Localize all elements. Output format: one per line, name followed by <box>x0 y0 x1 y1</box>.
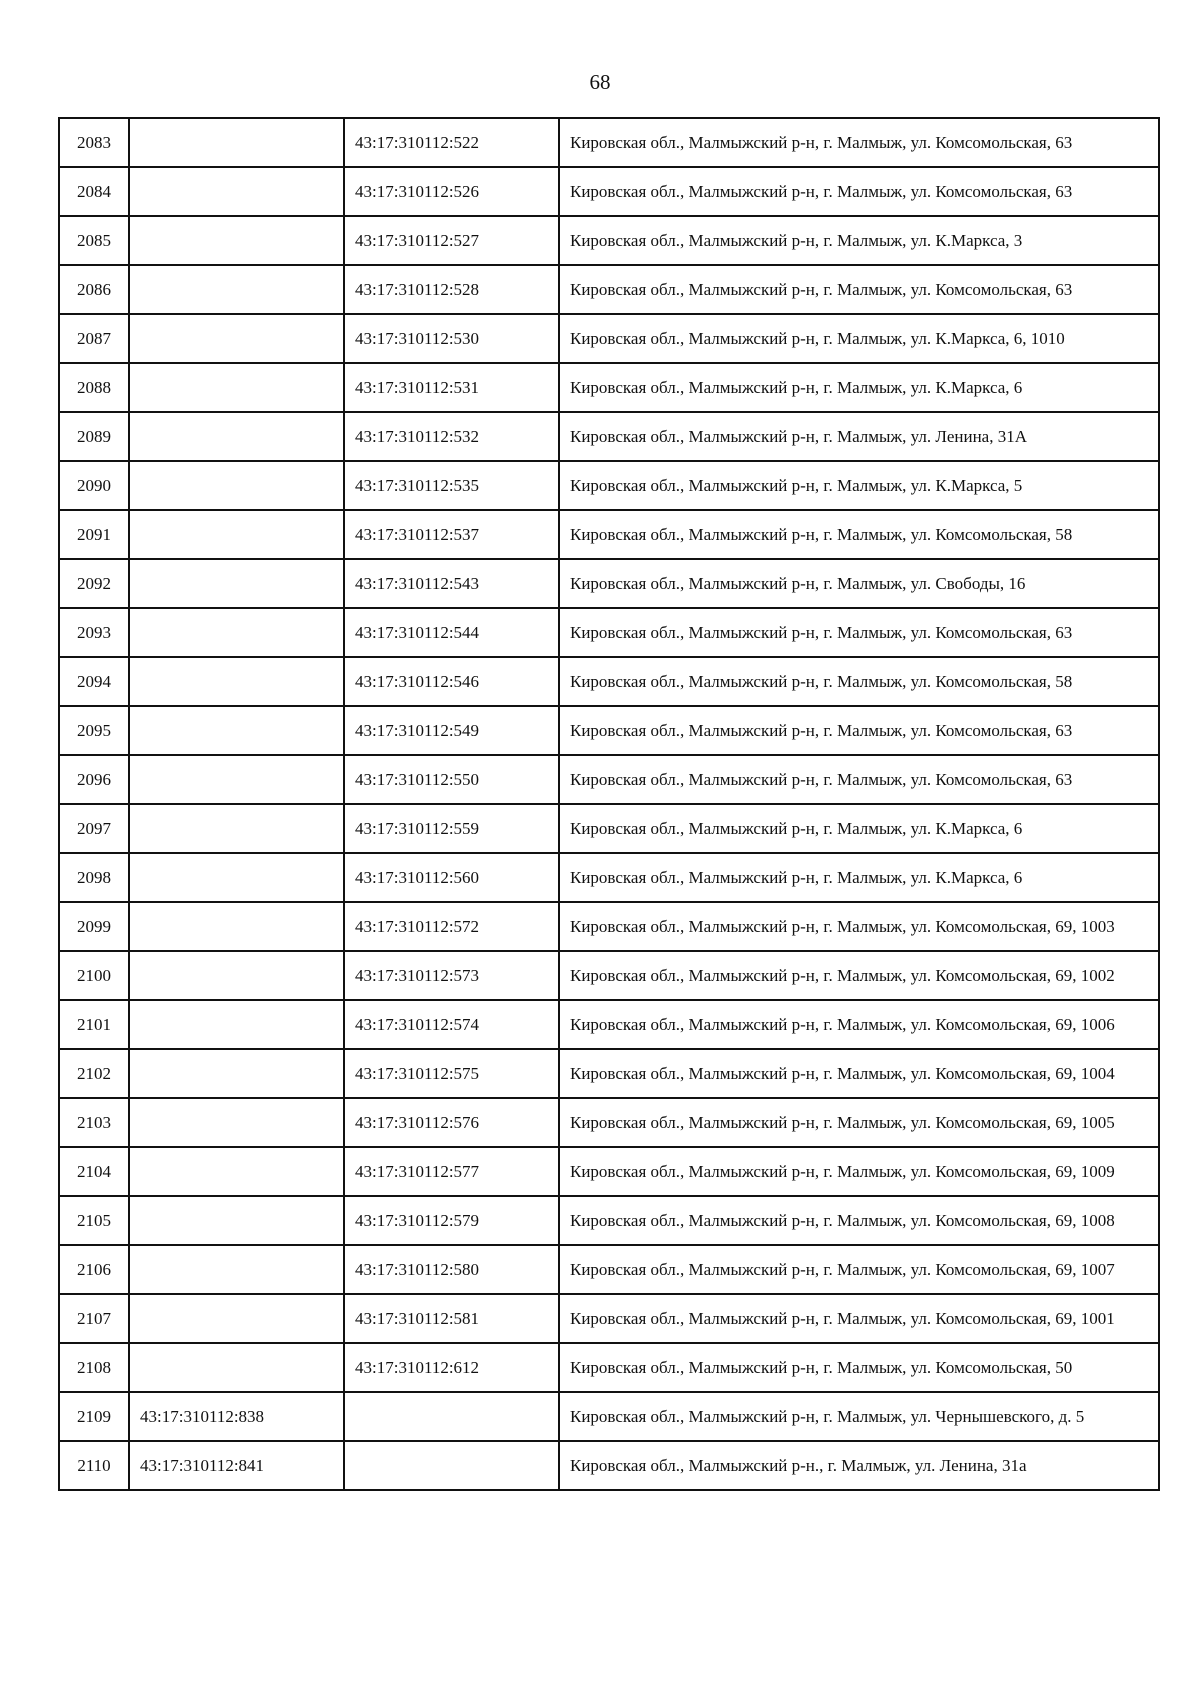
cadastral-number-cell <box>129 657 344 706</box>
table-row <box>59 902 1159 951</box>
row-number-cell: 2087 <box>59 314 129 363</box>
table-row <box>59 1196 1159 1245</box>
address-cell: Кировская обл., Малмыжский р-н, г. Малмыж, ул. Комсомольская, 69, 1001 <box>559 1294 1159 1343</box>
table-row <box>59 853 1159 902</box>
object-cadastral-number-cell: 43:17:310112:532 <box>344 412 559 461</box>
object-cadastral-number-cell: 43:17:310112:546 <box>344 657 559 706</box>
object-cadastral-number-cell: 43:17:310112:576 <box>344 1098 559 1147</box>
cadastral-number-cell <box>129 1147 344 1196</box>
row-number-cell: 2099 <box>59 902 129 951</box>
row-number-cell: 2093 <box>59 608 129 657</box>
object-cadastral-number-cell <box>344 1441 559 1490</box>
row-number-cell: 2085 <box>59 216 129 265</box>
cadastral-number-cell <box>129 1196 344 1245</box>
row-number-cell: 2100 <box>59 951 129 1000</box>
cadastral-number-cell: 43:17:310112:838 <box>129 1392 344 1441</box>
address-cell: Кировская обл., Малмыжский р-н, г. Малмыж, ул. Комсомольская, 58 <box>559 657 1159 706</box>
cadastral-number-cell <box>129 804 344 853</box>
table-row <box>59 167 1159 216</box>
object-cadastral-number-cell: 43:17:310112:575 <box>344 1049 559 1098</box>
address-cell: Кировская обл., Малмыжский р-н, г. Малмыж, ул. К.Маркса, 6 <box>559 853 1159 902</box>
row-number-cell: 2088 <box>59 363 129 412</box>
row-number-cell: 2106 <box>59 1245 129 1294</box>
object-cadastral-number-cell: 43:17:310112:549 <box>344 706 559 755</box>
cadastral-number-cell <box>129 951 344 1000</box>
address-cell: Кировская обл., Малмыжский р-н, г. Малмыж, ул. Комсомольская, 63 <box>559 118 1159 167</box>
cadastral-number-cell <box>129 314 344 363</box>
object-cadastral-number-cell: 43:17:310112:535 <box>344 461 559 510</box>
object-cadastral-number-cell: 43:17:310112:544 <box>344 608 559 657</box>
address-cell: Кировская обл., Малмыжский р-н, г. Малмыж, ул. Комсомольская, 69, 1009 <box>559 1147 1159 1196</box>
table-row <box>59 1245 1159 1294</box>
table-row <box>59 1294 1159 1343</box>
table-row <box>59 265 1159 314</box>
address-cell: Кировская обл., Малмыжский р-н, г. Малмыж, ул. Комсомольская, 69, 1004 <box>559 1049 1159 1098</box>
row-number-cell: 2096 <box>59 755 129 804</box>
row-number-cell: 2102 <box>59 1049 129 1098</box>
table-row <box>59 804 1159 853</box>
object-cadastral-number-cell: 43:17:310112:522 <box>344 118 559 167</box>
address-cell: Кировская обл., Малмыжский р-н, г. Малмыж, ул. Комсомольская, 63 <box>559 755 1159 804</box>
cadastral-number-cell <box>129 853 344 902</box>
cadastral-number-cell <box>129 608 344 657</box>
object-cadastral-number-cell: 43:17:310112:612 <box>344 1343 559 1392</box>
cadastral-number-cell <box>129 1049 344 1098</box>
table-row <box>59 1049 1159 1098</box>
address-cell: Кировская обл., Малмыжский р-н, г. Малмыж, ул. К.Маркса, 6 <box>559 363 1159 412</box>
row-number-cell: 2104 <box>59 1147 129 1196</box>
object-cadastral-number-cell: 43:17:310112:577 <box>344 1147 559 1196</box>
row-number-cell: 2107 <box>59 1294 129 1343</box>
row-number-cell: 2109 <box>59 1392 129 1441</box>
address-cell: Кировская обл., Малмыжский р-н, г. Малмыж, ул. Комсомольская, 69, 1007 <box>559 1245 1159 1294</box>
address-cell: Кировская обл., Малмыжский р-н, г. Малмыж, ул. К.Маркса, 6 <box>559 804 1159 853</box>
table-row <box>59 1343 1159 1392</box>
row-number-cell: 2098 <box>59 853 129 902</box>
table-row <box>59 461 1159 510</box>
object-cadastral-number-cell: 43:17:310112:526 <box>344 167 559 216</box>
cadastral-number-cell <box>129 167 344 216</box>
address-cell: Кировская обл., Малмыжский р-н, г. Малмыж, ул. Комсомольская, 69, 1008 <box>559 1196 1159 1245</box>
table-row <box>59 657 1159 706</box>
object-cadastral-number-cell: 43:17:310112:572 <box>344 902 559 951</box>
row-number-cell: 2083 <box>59 118 129 167</box>
table-row <box>59 314 1159 363</box>
object-cadastral-number-cell: 43:17:310112:528 <box>344 265 559 314</box>
cadastral-number-cell <box>129 755 344 804</box>
table-row <box>59 118 1159 167</box>
row-number-cell: 2110 <box>59 1441 129 1490</box>
address-cell: Кировская обл., Малмыжский р-н, г. Малмыж, ул. Ленина, 31А <box>559 412 1159 461</box>
row-number-cell: 2092 <box>59 559 129 608</box>
cadastral-number-cell <box>129 559 344 608</box>
address-cell: Кировская обл., Малмыжский р-н, г. Малмыж, ул. Комсомольская, 63 <box>559 608 1159 657</box>
object-cadastral-number-cell: 43:17:310112:531 <box>344 363 559 412</box>
object-cadastral-number-cell: 43:17:310112:574 <box>344 1000 559 1049</box>
row-number-cell: 2095 <box>59 706 129 755</box>
cadastral-number-cell <box>129 1343 344 1392</box>
cadastral-number-cell: 43:17:310112:841 <box>129 1441 344 1490</box>
address-cell: Кировская обл., Малмыжский р-н, г. Малмыж, ул. Комсомольская, 69, 1006 <box>559 1000 1159 1049</box>
cadastral-number-cell <box>129 216 344 265</box>
object-cadastral-number-cell: 43:17:310112:581 <box>344 1294 559 1343</box>
table-row <box>59 1392 1159 1441</box>
row-number-cell: 2084 <box>59 167 129 216</box>
row-number-cell: 2101 <box>59 1000 129 1049</box>
object-cadastral-number-cell: 43:17:310112:559 <box>344 804 559 853</box>
address-cell: Кировская обл., Малмыжский р-н, г. Малмыж, ул. Комсомольская, 63 <box>559 167 1159 216</box>
address-cell: Кировская обл., Малмыжский р-н, г. Малмыж, ул. Комсомольская, 63 <box>559 265 1159 314</box>
page-number: 68 <box>589 70 611 94</box>
table-row <box>59 1441 1159 1490</box>
table-row <box>59 412 1159 461</box>
object-cadastral-number-cell <box>344 1392 559 1441</box>
cadastral-number-cell <box>129 265 344 314</box>
cadastral-number-cell <box>129 363 344 412</box>
address-cell: Кировская обл., Малмыжский р-н, г. Малмыж, ул. Комсомольская, 69, 1003 <box>559 902 1159 951</box>
table-row <box>59 951 1159 1000</box>
table-row <box>59 216 1159 265</box>
cadastral-number-cell <box>129 412 344 461</box>
table-row <box>59 1000 1159 1049</box>
cadastral-number-cell <box>129 902 344 951</box>
table-row <box>59 706 1159 755</box>
row-number-cell: 2091 <box>59 510 129 559</box>
row-number-cell: 2094 <box>59 657 129 706</box>
address-cell: Кировская обл., Малмыжский р-н, г. Малмыж, ул. Комсомольская, 58 <box>559 510 1159 559</box>
object-cadastral-number-cell: 43:17:310112:550 <box>344 755 559 804</box>
object-cadastral-number-cell: 43:17:310112:580 <box>344 1245 559 1294</box>
row-number-cell: 2103 <box>59 1098 129 1147</box>
table-row <box>59 1147 1159 1196</box>
cadastral-number-cell <box>129 118 344 167</box>
address-cell: Кировская обл., Малмыжский р-н, г. Малмыж, ул. К.Маркса, 6, 1010 <box>559 314 1159 363</box>
cadastral-number-cell <box>129 461 344 510</box>
object-cadastral-number-cell: 43:17:310112:530 <box>344 314 559 363</box>
object-cadastral-number-cell: 43:17:310112:527 <box>344 216 559 265</box>
object-cadastral-number-cell: 43:17:310112:579 <box>344 1196 559 1245</box>
address-cell: Кировская обл., Малмыжский р-н, г. Малмыж, ул. Комсомольская, 69, 1002 <box>559 951 1159 1000</box>
row-number-cell: 2097 <box>59 804 129 853</box>
row-number-cell: 2108 <box>59 1343 129 1392</box>
table-row <box>59 755 1159 804</box>
row-number-cell: 2090 <box>59 461 129 510</box>
address-cell: Кировская обл., Малмыжский р-н, г. Малмыж, ул. Комсомольская, 63 <box>559 706 1159 755</box>
row-number-cell: 2105 <box>59 1196 129 1245</box>
object-cadastral-number-cell: 43:17:310112:560 <box>344 853 559 902</box>
cadastral-number-cell <box>129 706 344 755</box>
table-row <box>59 363 1159 412</box>
registry-table <box>58 117 1160 1491</box>
table-row <box>59 559 1159 608</box>
address-cell: Кировская обл., Малмыжский р-н, г. Малмыж, ул. Комсомольская, 50 <box>559 1343 1159 1392</box>
address-cell: Кировская обл., Малмыжский р-н, г. Малмыж, ул. Комсомольская, 69, 1005 <box>559 1098 1159 1147</box>
table-row <box>59 608 1159 657</box>
object-cadastral-number-cell: 43:17:310112:543 <box>344 559 559 608</box>
address-cell: Кировская обл., Малмыжский р-н., г. Малмыж, ул. Ленина, 31а <box>559 1441 1159 1490</box>
object-cadastral-number-cell: 43:17:310112:537 <box>344 510 559 559</box>
cadastral-number-cell <box>129 1000 344 1049</box>
address-cell: Кировская обл., Малмыжский р-н, г. Малмыж, ул. К.Маркса, 3 <box>559 216 1159 265</box>
table-row <box>59 510 1159 559</box>
row-number-cell: 2089 <box>59 412 129 461</box>
cadastral-number-cell <box>129 510 344 559</box>
address-cell: Кировская обл., Малмыжский р-н, г. Малмыж, ул. Чернышевского, д. 5 <box>559 1392 1159 1441</box>
cadastral-number-cell <box>129 1098 344 1147</box>
object-cadastral-number-cell: 43:17:310112:573 <box>344 951 559 1000</box>
table-row <box>59 1098 1159 1147</box>
address-cell: Кировская обл., Малмыжский р-н, г. Малмыж, ул. К.Маркса, 5 <box>559 461 1159 510</box>
cadastral-number-cell <box>129 1245 344 1294</box>
cadastral-number-cell <box>129 1294 344 1343</box>
address-cell: Кировская обл., Малмыжский р-н, г. Малмыж, ул. Свободы, 16 <box>559 559 1159 608</box>
row-number-cell: 2086 <box>59 265 129 314</box>
